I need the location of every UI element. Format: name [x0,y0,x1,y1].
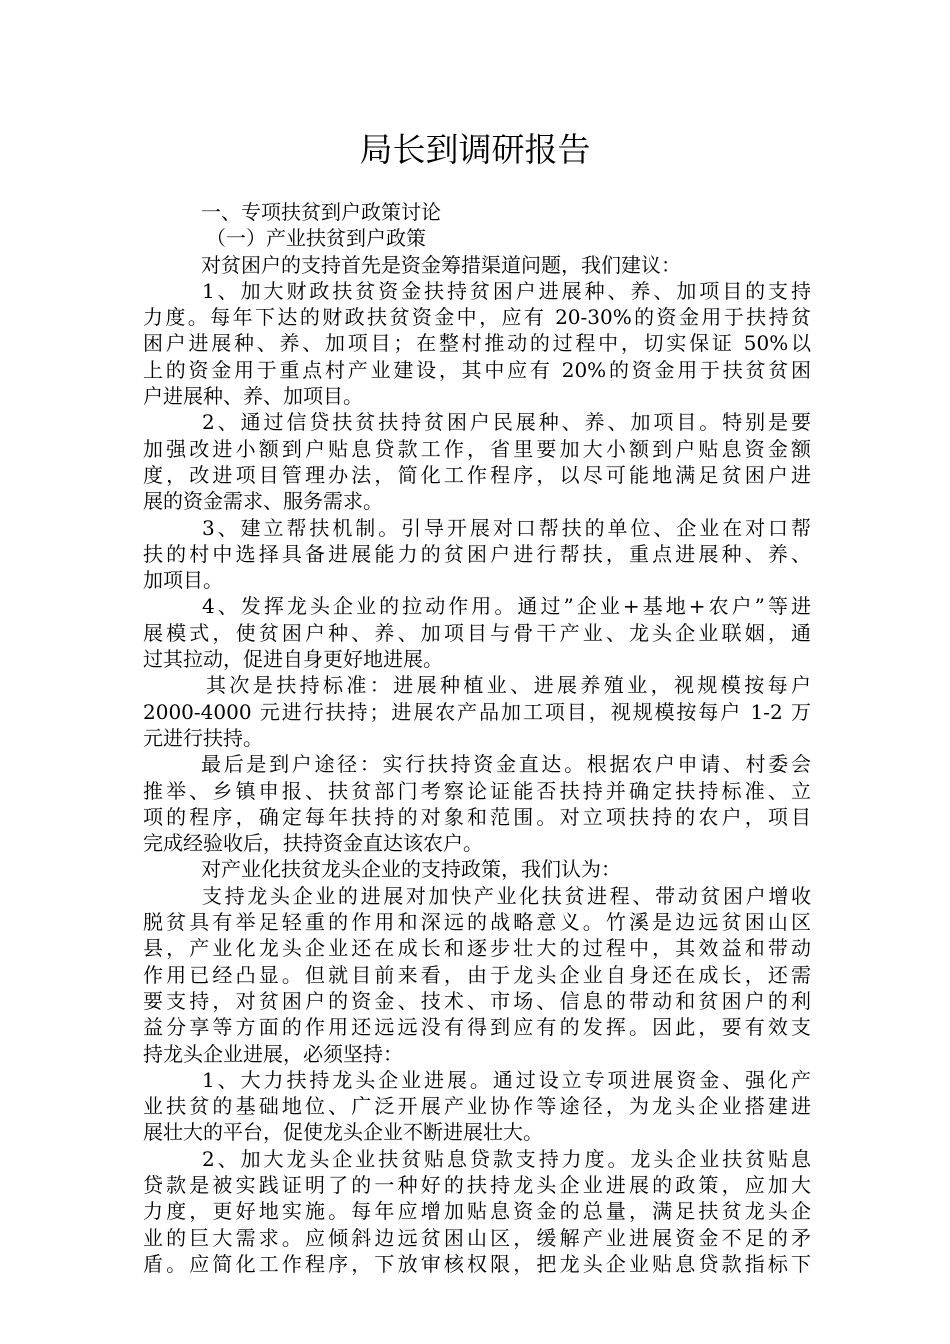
paragraph-line: 困户进展种、养、加项目；在整村推动的过程中，切实保证 50%以 [143,331,811,356]
paragraph-line: 其次是扶持标准：进展种植业、进展养殖业，视规模按每户 [206,673,811,698]
paragraph-line: 展的资金需求、服务需求。 [143,489,383,514]
paragraph-line: 2、加大龙头企业扶贫贴息贷款支持力度。龙头企业扶贫贴息 [202,1146,811,1171]
document-body [143,199,811,1277]
paragraph-line: 最后是到户途径：实行扶持资金直达。根据农户申请、村委会 [201,752,811,777]
paragraph-line: 上的资金用于重点村产业建设，其中应有 20%的资金用于扶贫贫困 [143,357,811,382]
paragraph-line: 推举、乡镇申报、扶贫部门考察论证能否扶持并确定扶持标准、立 [143,778,811,803]
paragraph-line: 要支持，对贫困户的资金、技术、市场、信息的带动和贫困户的利 [143,988,811,1013]
paragraph-line: 展模式，使贫困户种、养、加项目与骨干产业、龙头企业联姻，通 [143,620,811,645]
paragraph-line: 益分享等方面的作用还远远没有得到应有的发挥。因此，要有效支 [143,1015,811,1040]
paragraph-line: 3、建立帮扶机制。引导开展对口帮扶的单位、企业在对口帮 [202,515,811,540]
paragraph-line: 户进展种、养、加项目。 [143,384,363,409]
paragraph-line: 元进行扶持。 [143,725,263,750]
paragraph-line: 业扶贫的基础地位、广泛开展产业协作等途径，为龙头企业搭建进 [143,1094,811,1119]
paragraph-line: 完成经验收后，扶持资金直达该农户。 [143,831,483,856]
paragraph-line: 扶的村中选择具备进展能力的贫困户进行帮扶，重点进展种、养、 [143,541,811,566]
paragraph-line: 支持龙头企业的进展对加快产业化扶贫进程、带动贫困户增收 [202,883,811,908]
section-heading: 一、专项扶贫到户政策讨论 [201,200,441,224]
paragraph-line: 持龙头企业进展，必须坚持： [143,1041,403,1066]
paragraph-line: 4、发挥龙头企业的拉动作用。通过”企业+基地+农户”等进 [202,594,811,619]
subsection-heading: （一）产业扶贫到户政策 [206,226,426,251]
paragraph-line: 加项目。 [143,568,223,593]
paragraph-line: 脱贫具有举足轻重的作用和深远的战略意义。竹溪是边远贫困山区 [143,910,811,935]
paragraph-line: 贷款是被实践证明了的一种好的扶持龙头企业进展的政策，应加大 [143,1172,811,1197]
paragraph-line: 县，产业化龙头企业还在成长和逐步壮大的过程中，其效益和带动 [143,936,811,961]
paragraph-line: 2000-4000 元进行扶持；进展农产品加工项目，视规模按每户 1-2 万 [143,699,811,724]
paragraph-line: 加强改进小额到户贴息贷款工作，省里要加大小额到户贴息资金额 [143,436,811,461]
paragraph-line: 过其拉动，促进自身更好地进展。 [143,647,443,672]
paragraph-line: 项的程序，确定每年扶持的对象和范围。对立项扶持的农户，项目 [143,804,811,829]
paragraph-line: 对贫困户的支持首先是资金筹措渠道问题，我们建议： [201,252,681,277]
paragraph-line: 2、通过信贷扶贫扶持贫困户民展种、养、加项目。特别是要 [202,410,811,435]
paragraph-line: 1、大力扶持龙头企业进展。通过设立专项进展资金、强化产 [202,1067,811,1092]
document-title: 局长到调研报告 [359,130,591,169]
paragraph-line: 业的巨大需求。应倾斜边远贫困山区，缓解产业进展资金不足的矛 [143,1225,811,1250]
paragraph-line: 对产业化扶贫龙头企业的支持政策，我们认为： [201,857,621,882]
paragraph-line: 力度。每年下达的财政扶贫资金中，应有 20-30%的资金用于扶持贫 [143,305,811,330]
paragraph-line: 展壮大的平台，促使龙头企业不断进展壮大。 [143,1120,543,1145]
paragraph-line: 1、加大财政扶贫资金扶持贫困户进展种、养、加项目的支持 [202,278,811,303]
paragraph-line: 力度，更好地实施。每年应增加贴息资金的总量，满足扶贫龙头企 [143,1199,811,1224]
paragraph-line: 度，改进项目管理办法，简化工作程序，以尽可能地满足贫困户进 [143,462,811,487]
paragraph-line: 盾。应简化工作程序，下放审核权限，把龙头企业贴息贷款指标下 [143,1251,811,1276]
paragraph-line: 作用已经凸显。但就目前来看，由于龙头企业自身还在成长，还需 [143,962,811,987]
